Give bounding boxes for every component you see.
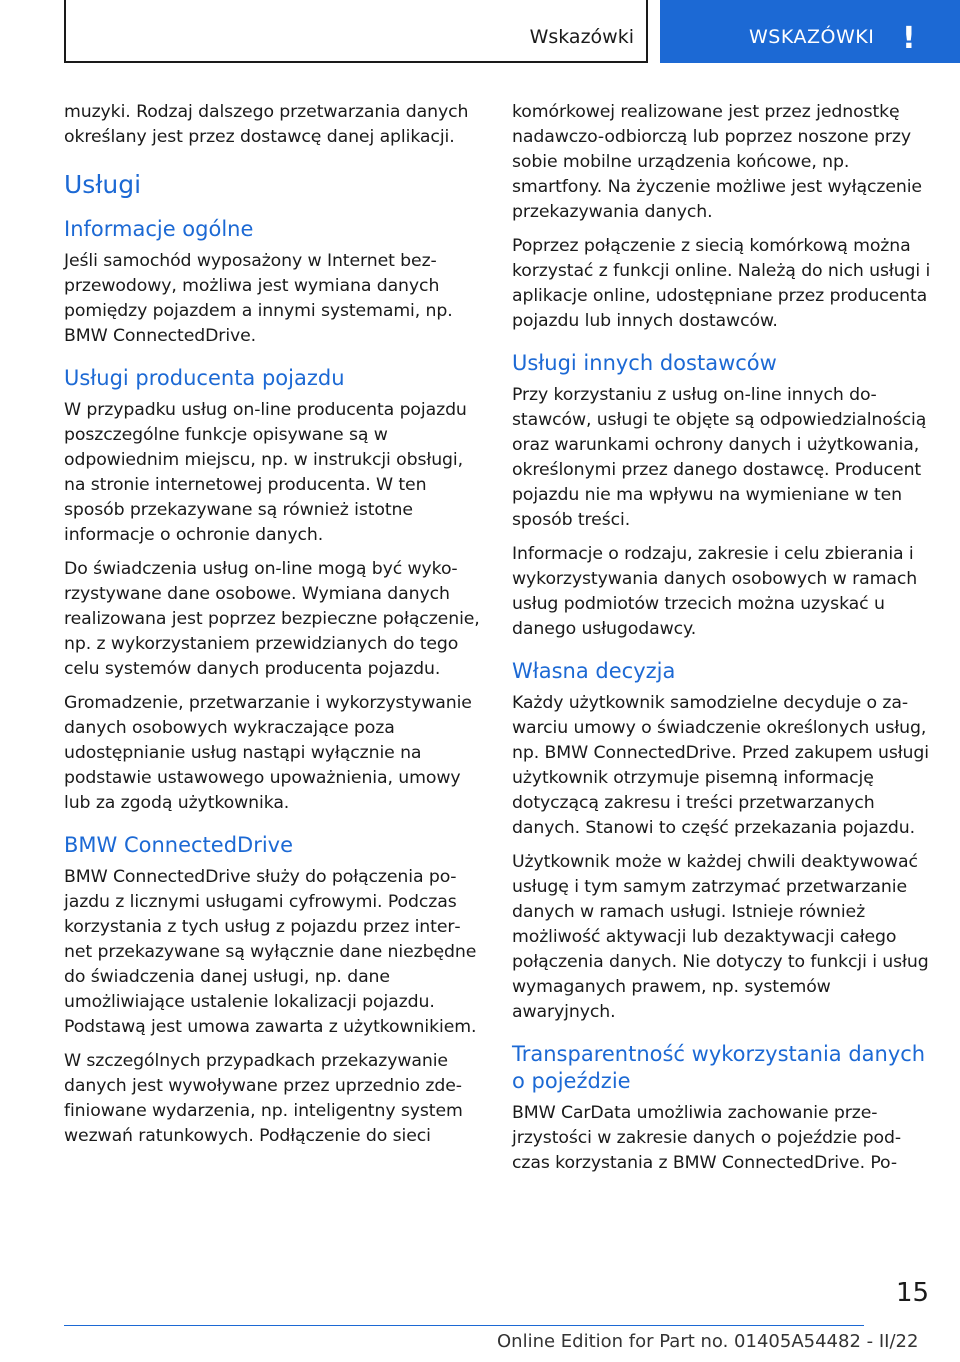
heading-transparentnosc: Transparentność wykorzystania danych o pojeździe: [512, 1042, 926, 1093]
paragraph-connected-1: BMW ConnectedDrive służy do połączenia pojazdu z licznymi usługami cyfrowymi. Podczas korzystania z tych usług z pojazdu przez internet przekazywane są wyłącznie dane niezbędne do świadczenia danej usługi, np. dane umożliwiające ustalenie lokalizacji pojazdu. Podstawą jest umowa zawarta z użytkownikiem.: [64, 867, 477, 1037]
paragraph-connected-2: W szczególnych przypadkach przekazywanie danych jest wywoływane przez uprzednio zdefiniowane wydarzenia, np. inteligentny system wezwań ratunkowych. Podłączenie do sieci: [64, 1051, 463, 1146]
heading-uslugi-innych-dostawcow: Usługi innych dostawców: [512, 351, 777, 375]
heading-informacje-ogolne: Informacje ogólne: [64, 217, 254, 241]
heading-uslugi-producenta: Usługi producenta pojazdu: [64, 366, 345, 390]
header-chapter-tab: [660, 0, 960, 63]
paragraph-informacje: Jeśli samochód wyposażony w Internet bezprzewodowy, możliwa jest wymiana danych pomiędzy pojazdem a innymi systemami, np. BMW ConnectedDrive.: [64, 251, 453, 346]
heading-wlasna-decyzja: Własna decyzja: [512, 659, 676, 683]
heading-bmw-connecteddrive: BMW ConnectedDrive: [64, 833, 294, 857]
header-section-box: [64, 0, 648, 63]
paragraph-decyzja-2: Użytkownik może w każdej chwili deaktywować usługę i tym samym zatrzymać przetwarzanie danych w ramach usługi. Istnieje również możliwość aktywacji lub dezaktywacji całego połączenia danych. Nie dotyczy to funkcji i usług wymaganych prawem, np. systemów awaryjnych.: [512, 852, 929, 1022]
paragraph-producent-2: Do świadczenia usług on-line mogą być wykorzystywane dane osobowe. Wymiana danych realizowana jest poprzez bezpieczne połączenie, np. z wykorzystaniem przewidzianych do tego celu systemów danych producenta pojazdu.: [64, 559, 480, 679]
paragraph-inni-1: Przy korzystaniu z usług on-line innych dostawców, usługi te objęte są odpowiedzialnością oraz warunkami ochrony danych i użytkowania, określonymi przez danego dostawcę. Producent pojazdu nie ma wpływu na wymieniane w ten sposób treści.: [512, 385, 927, 530]
paragraph-producent-1: W przypadku usług on-line producenta pojazdu poszczególne funkcje opisywane są w odpowiednim miejscu, np. w instrukcji obsługi, na stronie internetowej producenta. W ten sposób przekazywane są również istotne informacje o ochronie danych.: [64, 400, 467, 545]
paragraph-decyzja-1: Każdy użytkownik samodzielne decyduje o zawarciu umowy o świadczenie określonych usług, np. BMW ConnectedDrive. Przed zakupem usługi użytkownik otrzymuje pisemną informację dotyczącą zakresu i treści przetwarzanych danych. Stanowi to część przekazania pojazdu.: [512, 693, 929, 838]
heading-uslugi: Usługi: [64, 170, 142, 199]
paragraph-continued: komórkowej realizowane jest przez jednostkę nadawczo-odbiorczą lub poprzez noszone przy sobie mobilne urządzenia końcowe, np. smartfony. Na życzenie możliwe jest wyłączenie przekazywania danych.: [512, 102, 922, 222]
paragraph-online: Poprzez połączenie z siecią komórkową można korzystać z funkcji online. Należą do nich usługi i aplikacje online, udostępniane przez producenta pojazdu lub innych dostawców.: [512, 236, 931, 331]
left-column: [64, 100, 480, 1158]
paragraph-inni-2: Informacje o rodzaju, zakresie i celu zbierania i wykorzystywania danych osobowych w ramach usług podmiotów trzecich można uzyskać u danego usługodawcy.: [512, 544, 918, 639]
page-number: 15: [896, 1278, 930, 1308]
footer-divider: [64, 1325, 864, 1326]
footer-edition: Online Edition for Part no. 01405A54482 - II/22: [497, 1331, 919, 1352]
paragraph-transparentnosc: BMW CarData umożliwia zachowanie przejrzystości w zakresie danych o pojeździe podczas korzystania z BMW ConnectedDrive. Po-: [512, 1103, 902, 1173]
right-column: [512, 100, 932, 1185]
exclamation-icon: !: [902, 21, 916, 56]
header-tab-label: WSKAZÓWKI: [749, 26, 875, 48]
intro-paragraph: muzyki. Rodzaj dalszego przetwarzania danych określany jest przez dostawcę danej aplikacji.: [64, 102, 469, 147]
header-section-title: Wskazówki: [529, 26, 634, 48]
paragraph-producent-3: Gromadzenie, przetwarzanie i wykorzystywanie danych osobowych wykraczające poza udostępnianie usług nastąpi wyłącznie na podstawie ustawowego upoważnienia, umowy lub za zgodą użytkownika.: [64, 693, 472, 813]
